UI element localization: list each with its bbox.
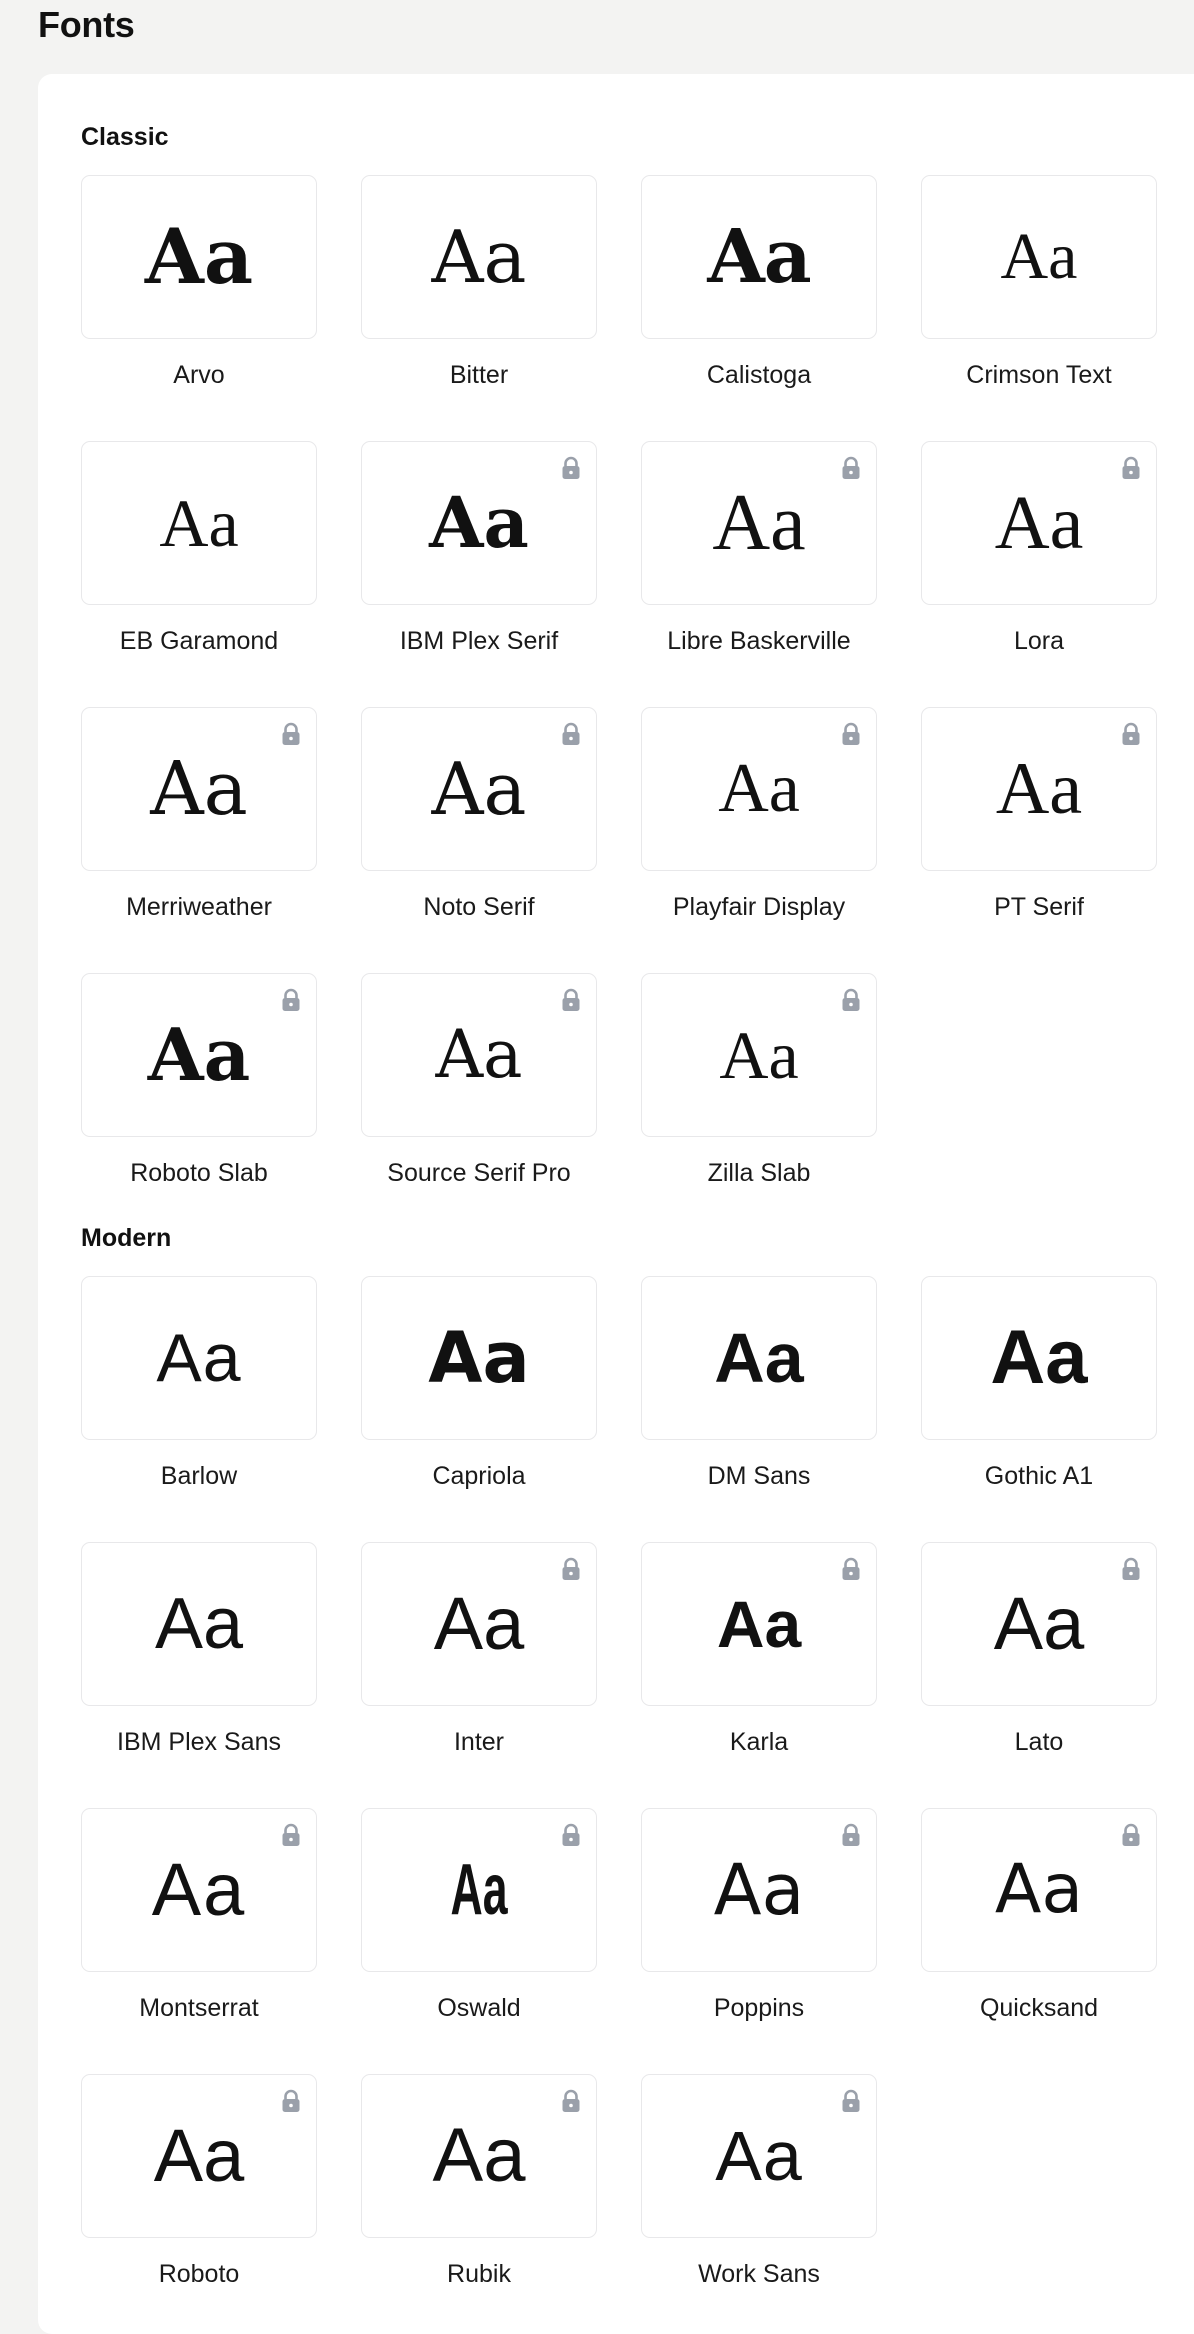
font-option-playfair-display[interactable] <box>641 707 877 923</box>
font-sample: Aa <box>994 1850 1084 1929</box>
font-grid-classic <box>81 175 1194 1189</box>
font-name: Lato <box>1014 1728 1064 1756</box>
font-preview-card[interactable] <box>81 707 317 871</box>
font-preview-card[interactable] <box>921 1542 1157 1706</box>
font-option-lora[interactable] <box>921 441 1157 657</box>
font-sample: Aa <box>995 748 1083 830</box>
font-option-montserrat[interactable] <box>81 1808 317 2024</box>
font-sample: Aa <box>719 1017 799 1093</box>
font-option-zilla-slab[interactable] <box>641 973 877 1189</box>
font-sample: Aa <box>712 479 806 567</box>
font-preview-card[interactable] <box>921 175 1157 339</box>
lock-icon <box>840 722 862 746</box>
lock-icon <box>840 988 862 1012</box>
font-sample: Aa <box>714 1319 804 1397</box>
font-preview-card[interactable] <box>361 2074 597 2238</box>
font-preview-card[interactable] <box>641 1542 877 1706</box>
font-option-ibm-plex-sans[interactable] <box>81 1542 317 1758</box>
font-preview-card[interactable] <box>361 707 597 871</box>
font-preview-card[interactable] <box>641 1276 877 1440</box>
font-sample: Aa <box>151 1848 247 1931</box>
font-name: Gothic A1 <box>984 1462 1094 1490</box>
section-title: Classic <box>81 123 169 151</box>
font-name: Playfair Display <box>672 893 846 921</box>
font-sample: Aa <box>153 2114 245 2197</box>
font-preview-card[interactable] <box>641 441 877 605</box>
lock-icon <box>1120 722 1142 746</box>
font-preview-card[interactable] <box>921 441 1157 605</box>
font-sample: Aa <box>707 214 811 300</box>
font-name: DM Sans <box>707 1462 811 1490</box>
font-name: EB Garamond <box>119 627 279 655</box>
font-preview-card[interactable] <box>361 441 597 605</box>
font-name: Source Serif Pro <box>387 1159 571 1187</box>
lock-icon <box>560 1557 582 1581</box>
font-sample: Aa <box>429 481 529 564</box>
font-sample: Aa <box>450 1850 508 1930</box>
font-sample: Aa <box>716 1587 802 1661</box>
lock-icon <box>840 1823 862 1847</box>
font-option-gothic-a1[interactable] <box>921 1276 1157 1492</box>
font-option-capriola[interactable] <box>361 1276 597 1492</box>
lock-icon <box>840 456 862 480</box>
font-sample: Aa <box>435 1016 523 1093</box>
font-option-libre-baskerville[interactable] <box>641 441 877 657</box>
font-option-quicksand[interactable] <box>921 1808 1157 2024</box>
font-option-noto-serif[interactable] <box>361 707 597 923</box>
font-name: Crimson Text <box>966 361 1112 389</box>
font-name: Capriola <box>432 1462 526 1490</box>
font-option-crimson-text[interactable] <box>921 175 1157 391</box>
font-option-merriweather[interactable] <box>81 707 317 923</box>
font-name: Inter <box>453 1728 505 1756</box>
font-name: Quicksand <box>979 1994 1099 2022</box>
section-classic <box>81 120 1194 1189</box>
font-sample: Aa <box>159 485 239 561</box>
font-name: Lora <box>1013 627 1065 655</box>
font-option-work-sans[interactable] <box>641 2074 877 2290</box>
font-name: Arvo <box>173 361 225 389</box>
font-sample: Aa <box>144 212 254 301</box>
font-sample: Aa <box>147 1012 251 1097</box>
font-preview-card[interactable] <box>81 1542 317 1706</box>
font-option-karla[interactable] <box>641 1542 877 1758</box>
font-option-arvo[interactable] <box>81 175 317 391</box>
font-sample: Aa <box>154 1584 244 1664</box>
font-preview-card[interactable] <box>921 707 1157 871</box>
font-name: Oswald <box>437 1994 521 2022</box>
lock-icon <box>280 722 302 746</box>
font-option-barlow[interactable] <box>81 1276 317 1492</box>
font-sample: Aa <box>715 2117 803 2195</box>
lock-icon <box>840 1557 862 1581</box>
font-preview-card[interactable] <box>361 1808 597 1972</box>
font-preview-card[interactable] <box>81 1808 317 1972</box>
font-preview-card[interactable] <box>361 1542 597 1706</box>
font-preview-card[interactable] <box>81 1276 317 1440</box>
fonts-panel <box>38 74 1194 2334</box>
font-option-roboto[interactable] <box>81 2074 317 2290</box>
font-sample: Aa <box>990 1315 1088 1400</box>
font-option-pt-serif[interactable] <box>921 707 1157 923</box>
font-option-eb-garamond[interactable] <box>81 441 317 657</box>
section-modern <box>81 1221 1194 2290</box>
font-name: Rubik <box>447 2260 511 2288</box>
font-name: Barlow <box>160 1462 238 1490</box>
font-name: IBM Plex Sans <box>117 1728 281 1756</box>
font-preview-card[interactable] <box>81 2074 317 2238</box>
lock-icon <box>560 722 582 746</box>
font-option-dm-sans[interactable] <box>641 1276 877 1492</box>
font-preview-card[interactable] <box>641 175 877 339</box>
font-sample: Aa <box>994 481 1084 565</box>
font-sample: Aa <box>1000 220 1078 293</box>
font-option-bitter[interactable] <box>361 175 597 391</box>
font-option-oswald[interactable] <box>361 1808 597 2024</box>
lock-icon <box>1120 456 1142 480</box>
lock-icon <box>560 456 582 480</box>
font-name: Merriweather <box>126 893 272 921</box>
font-option-roboto-slab[interactable] <box>81 973 317 1189</box>
font-option-lato[interactable] <box>921 1542 1157 1758</box>
font-sample: Aa <box>993 1582 1085 1665</box>
font-name: Bitter <box>449 361 509 389</box>
font-preview-card[interactable] <box>81 175 317 339</box>
font-name: Calistoga <box>706 361 812 389</box>
font-preview-card[interactable] <box>921 1808 1157 1972</box>
font-preview-card[interactable] <box>641 1808 877 1972</box>
font-option-inter[interactable] <box>361 1542 597 1758</box>
font-sample: Aa <box>718 750 800 827</box>
font-option-rubik[interactable] <box>361 2074 597 2290</box>
font-name: PT Serif <box>994 893 1084 921</box>
font-grid-modern <box>81 1276 1194 2290</box>
font-preview-card[interactable] <box>641 2074 877 2238</box>
font-name: IBM Plex Serif <box>399 627 559 655</box>
font-preview-card[interactable] <box>81 441 317 605</box>
lock-icon <box>560 2089 582 2113</box>
font-sample: Aa <box>431 215 527 299</box>
font-name: Zilla Slab <box>707 1159 811 1187</box>
font-sample: Aa <box>713 1849 805 1931</box>
font-preview-card[interactable] <box>361 1276 597 1440</box>
font-preview-card[interactable] <box>361 175 597 339</box>
font-preview-card[interactable] <box>641 973 877 1137</box>
font-sample: Aa <box>431 747 527 831</box>
lock-icon <box>560 1823 582 1847</box>
font-option-poppins[interactable] <box>641 1808 877 2024</box>
font-name: Work Sans <box>698 2260 820 2288</box>
lock-icon <box>280 1823 302 1847</box>
font-preview-card[interactable] <box>361 973 597 1137</box>
font-option-calistoga[interactable] <box>641 175 877 391</box>
section-title: Modern <box>81 1224 172 1252</box>
font-name: Roboto Slab <box>130 1159 268 1187</box>
font-sample: Aa <box>428 1317 530 1399</box>
lock-icon <box>560 988 582 1012</box>
lock-icon <box>1120 1557 1142 1581</box>
font-sample: Aa <box>156 1320 242 1396</box>
font-name: Montserrat <box>139 1994 259 2022</box>
font-sample: Aa <box>432 2113 526 2198</box>
page-title: Fonts <box>38 4 135 45</box>
font-preview-card[interactable] <box>921 1276 1157 1440</box>
font-name: Libre Baskerville <box>667 627 851 655</box>
lock-icon <box>840 2089 862 2113</box>
font-option-source-serif-pro[interactable] <box>361 973 597 1189</box>
lock-icon <box>280 988 302 1012</box>
font-sample: Aa <box>433 1582 525 1665</box>
lock-icon <box>280 2089 302 2113</box>
font-name: Karla <box>729 1728 789 1756</box>
font-name: Poppins <box>713 1994 805 2022</box>
font-preview-card[interactable] <box>81 973 317 1137</box>
font-name: Roboto <box>158 2260 240 2288</box>
font-option-ibm-plex-serif[interactable] <box>361 441 597 657</box>
lock-icon <box>1120 1823 1142 1847</box>
font-preview-card[interactable] <box>641 707 877 871</box>
font-sample: Aa <box>150 746 248 832</box>
font-name: Noto Serif <box>423 893 535 921</box>
